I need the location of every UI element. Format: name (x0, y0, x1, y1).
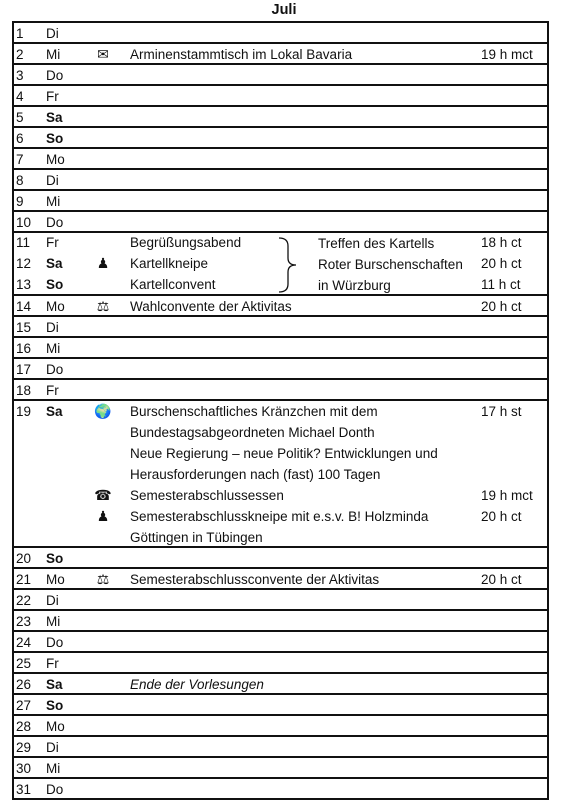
weekday: Mi (46, 761, 61, 776)
event-text: Burschenschaftliches Kränzchen mit dem (130, 404, 378, 419)
weekday: Di (46, 26, 59, 41)
day-number: 31 (16, 782, 32, 797)
day-number: 1 (16, 26, 24, 41)
fraternity-figure-icon: ♟ (96, 508, 110, 524)
day-number: 29 (16, 740, 32, 755)
weekday: Mi (46, 614, 61, 629)
event-text: Herausforderungen nach (fast) 100 Tagen (130, 467, 381, 482)
day-row-23 (14, 611, 547, 632)
day-number: 17 (16, 362, 32, 377)
event-text: Arminenstammtisch im Lokal Bavaria (130, 47, 353, 62)
weekday: Mo (46, 299, 65, 314)
globe-icon: 🌍 (94, 403, 112, 419)
event-text: Kartellkneipe (130, 256, 209, 271)
event-time: 20 h ct (481, 572, 522, 587)
day-row-21 (14, 569, 547, 590)
weekday: Di (46, 320, 59, 335)
calendar-title: Juli (271, 2, 297, 18)
weekday: Fr (46, 383, 59, 398)
day-number: 19 (16, 404, 32, 419)
weekday: Mo (46, 572, 65, 587)
event-text: Wahlconvente der Aktivitas (130, 299, 292, 314)
weekday: Do (46, 362, 64, 377)
day-number: 6 (16, 131, 24, 146)
day-row-1 (14, 23, 547, 44)
convent-icon: ⚖ (96, 298, 110, 314)
day-number: 27 (16, 698, 32, 713)
day-row-31 (14, 779, 547, 800)
weekday: Mi (46, 47, 61, 62)
day-row-15 (14, 317, 547, 338)
weekday: Do (46, 635, 64, 650)
day-row-18 (14, 380, 547, 401)
event-text: Begrüßungsabend (130, 235, 242, 250)
event-time: 17 h st (481, 404, 522, 419)
event-text: Neue Regierung – neue Politik? Entwicklungen und (130, 446, 438, 461)
event-text: Göttingen in Tübingen (130, 530, 263, 545)
weekday: Do (46, 68, 64, 83)
day-number: 8 (16, 173, 24, 188)
day-number: 30 (16, 761, 32, 776)
weekday: Sa (46, 404, 63, 419)
day-row-27 (14, 695, 547, 716)
weekday: Di (46, 740, 59, 755)
day-number: 20 (16, 551, 32, 566)
weekday: Di (46, 173, 59, 188)
day-row-9 (14, 191, 547, 212)
day-number: 23 (16, 614, 32, 629)
day-row-4 (14, 86, 547, 107)
day-block-11-13 (14, 233, 547, 296)
event-text: Semesterabschlussconvente der Aktivitas (130, 572, 380, 587)
day-number: 26 (16, 677, 32, 692)
day-row-3 (14, 65, 547, 86)
weekday: Mi (46, 194, 61, 209)
day-number: 9 (16, 194, 24, 209)
weekday: Sa (46, 110, 63, 125)
day-row-16 (14, 338, 547, 359)
weekday: Do (46, 782, 64, 797)
day-number: 18 (16, 383, 32, 398)
weekday: So (46, 698, 64, 713)
event-text: Semesterabschlussessen (130, 488, 284, 503)
day-row-2 (14, 44, 547, 65)
day-row-8 (14, 170, 547, 191)
day-number: 5 (16, 110, 24, 125)
event-time: 19 h mct (481, 488, 533, 503)
day-row-5 (14, 107, 547, 128)
weekday: Mi (46, 341, 61, 356)
day-number: 15 (16, 320, 32, 335)
day-number: 16 (16, 341, 32, 356)
day-row-6 (14, 128, 547, 149)
kartell-meeting-text: Roter Burschenschaften (318, 257, 463, 272)
event-time: 20 h ct (481, 509, 522, 524)
weekday: Fr (46, 235, 59, 250)
weekday: Di (46, 593, 59, 608)
day-row-17 (14, 359, 547, 380)
brace-path (279, 238, 296, 292)
day-number: 12 (16, 256, 32, 271)
fraternity-figure-icon: ♟ (96, 255, 110, 271)
event-time: 18 h ct (481, 235, 522, 250)
day-row-20 (14, 548, 547, 569)
kartell-meeting-text: Treffen des Kartells (318, 236, 435, 251)
telephone-icon: ☎ (94, 487, 112, 503)
day-row-28 (14, 716, 547, 737)
day-number: 13 (16, 277, 32, 292)
day-number: 24 (16, 635, 32, 650)
kartell-meeting-text: in Würzburg (318, 278, 391, 293)
weekday: Sa (46, 256, 63, 271)
day-row-29 (14, 737, 547, 758)
day-row-10 (14, 212, 547, 233)
day-row-22 (14, 590, 547, 611)
weekday: Mo (46, 719, 65, 734)
day-number: 28 (16, 719, 32, 734)
weekday: Do (46, 215, 64, 230)
weekday: Sa (46, 677, 63, 692)
day-number: 14 (16, 299, 32, 314)
event-text: Semesterabschlusskneipe mit e.s.v. B! Holzminda (130, 509, 429, 524)
weekday: So (46, 551, 64, 566)
day-number: 2 (16, 47, 24, 62)
day-row-30 (14, 758, 547, 779)
day-number: 21 (16, 572, 32, 587)
weekday: Fr (46, 89, 59, 104)
day-number: 7 (16, 152, 24, 167)
weekday: Mo (46, 152, 65, 167)
weekday: Fr (46, 656, 59, 671)
day-number: 11 (16, 235, 31, 250)
event-text: Bundestagsabgeordneten Michael Donth (130, 425, 375, 440)
day-number: 22 (16, 593, 32, 608)
event-time: 11 h ct (481, 277, 521, 292)
weekday: So (46, 277, 64, 292)
event-time: 20 h ct (481, 256, 522, 271)
day-row-7 (14, 149, 547, 170)
day-row-26 (14, 674, 547, 695)
day-row-24 (14, 632, 547, 653)
day-row-25 (14, 653, 547, 674)
day-number: 25 (16, 656, 32, 671)
curly-brace (276, 236, 300, 294)
envelope-icon: ✉ (97, 46, 109, 62)
day-number: 4 (16, 89, 24, 104)
convent-icon: ⚖ (96, 571, 110, 587)
day-number: 3 (16, 68, 24, 83)
day-number: 10 (16, 215, 32, 230)
day-row-19 (14, 401, 547, 548)
event-text: Kartellconvent (130, 277, 216, 292)
calendar-table (12, 21, 549, 800)
event-time: 20 h ct (481, 299, 522, 314)
event-time: 19 h mct (481, 47, 533, 62)
day-row-14 (14, 296, 547, 317)
weekday: So (46, 131, 64, 146)
event-text: Ende der Vorlesungen (130, 677, 264, 692)
